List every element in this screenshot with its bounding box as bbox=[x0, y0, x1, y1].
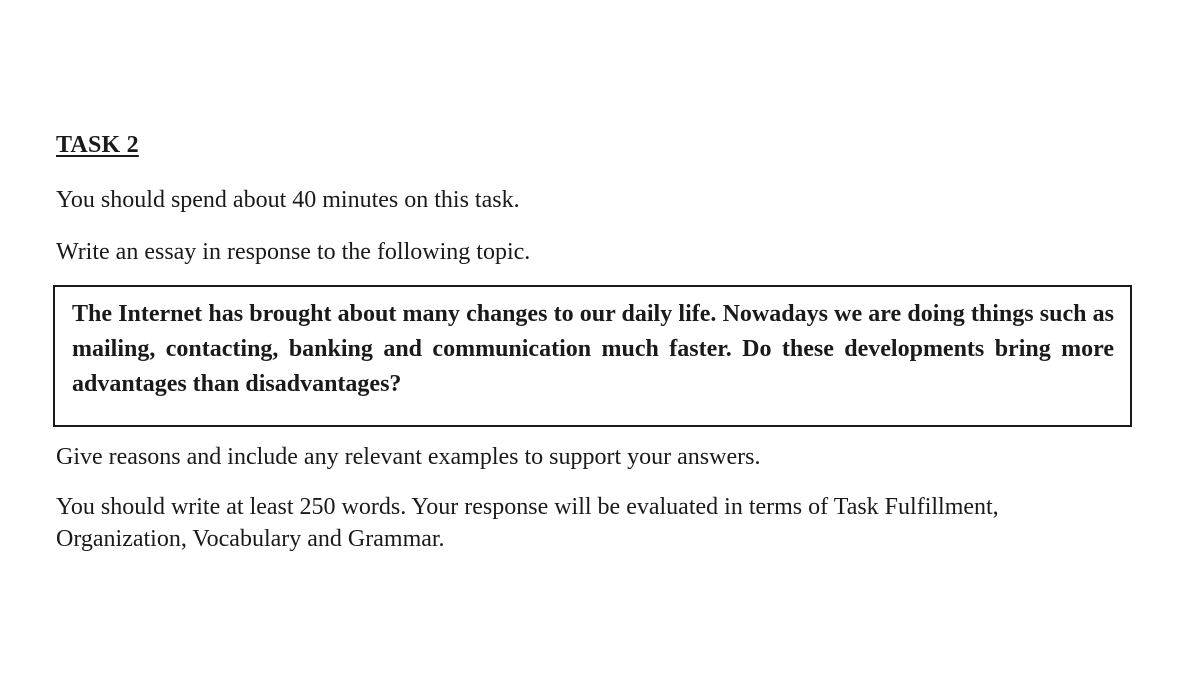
time-instruction: You should spend about 40 minutes on this task. bbox=[56, 187, 520, 213]
essay-prompt-box bbox=[53, 285, 1132, 427]
reasons-instruction: Give reasons and include any relevant examples to support your answers. bbox=[56, 444, 761, 470]
length-instruction: You should write at least 250 words. Your response will be evaluated in terms of Task Fulfillment, Organization, Vocabulary and Grammar. bbox=[56, 494, 999, 552]
essay-prompt-text: The Internet has brought about many changes to our daily life. Nowadays we are doing things such as mailing, contacting, banking and communication much faster. Do these developments bring more advantages than disadvantages? bbox=[72, 301, 1114, 397]
task-heading: TASK 2 bbox=[56, 132, 139, 158]
write-instruction: Write an essay in response to the following topic. bbox=[56, 239, 531, 265]
